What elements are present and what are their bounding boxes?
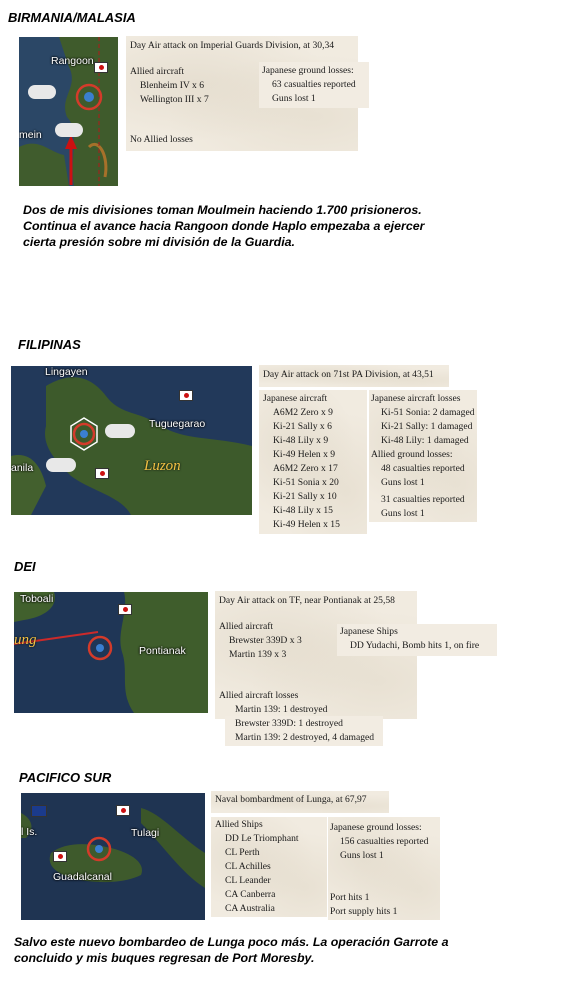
map-label-guadalcanal: Guadalcanal xyxy=(53,871,112,883)
losses-report-south-pacific xyxy=(328,817,440,920)
japanese-flag-icon xyxy=(116,805,130,816)
allied-ground-loss-item: 31 casualties reported xyxy=(381,494,465,505)
map-label-rangoon: Rangoon xyxy=(51,55,94,67)
allied-ship-item: CL Perth xyxy=(225,847,260,858)
jp-ground-loss-item: Guns lost 1 xyxy=(272,93,316,104)
allied-aircraft-header: Allied aircraft xyxy=(219,621,274,632)
section-header-philippines: FILIPINAS xyxy=(18,337,81,352)
japanese-flag-icon xyxy=(95,468,109,479)
jp-aircraft-item: Ki-51 Sonia x 20 xyxy=(273,477,339,488)
jp-ships-header: Japanese Ships xyxy=(340,626,398,637)
no-allied-losses: No Allied losses xyxy=(130,134,193,145)
allied-ground-loss-item: Guns lost 1 xyxy=(381,477,425,488)
jp-aircraft-item: Ki-49 Helen x 9 xyxy=(273,449,336,460)
allied-ship-item: CL Achilles xyxy=(225,861,271,872)
report-title: Day Air attack on 71st PA Division, at 43,51 xyxy=(263,369,434,380)
report-title: Day Air attack on TF, near Pontianak at 25,58 xyxy=(219,595,395,606)
jp-aircraft-loss-item: Ki-51 Sonia: 2 damaged xyxy=(381,407,475,418)
jp-aircraft-item: Ki-49 Helen x 15 xyxy=(273,519,340,530)
weather-rain-icon xyxy=(46,458,76,472)
jp-ground-loss-item: 63 casualties reported xyxy=(272,79,356,90)
jp-aircraft-item: Ki-48 Lily x 9 xyxy=(273,435,329,446)
allied-ground-loss-item: Guns lost 1 xyxy=(381,508,425,519)
map-label-lingayen: Lingayen xyxy=(45,366,88,378)
allied-ground-loss-item: 48 casualties reported xyxy=(381,463,465,474)
map-label-islands: l Is. xyxy=(21,826,38,838)
jp-ground-loss-item: Guns lost 1 xyxy=(340,850,384,861)
losses-report-philippines xyxy=(369,390,477,522)
allied-ground-losses-header: Allied ground losses: xyxy=(371,449,453,460)
map-label-bangka: ung xyxy=(14,632,37,648)
jp-ship-item: DD Yudachi, Bomb hits 1, on fire xyxy=(350,640,480,651)
map-dei xyxy=(14,592,208,713)
map-label-pontianak: Pontianak xyxy=(139,645,186,657)
jp-aircraft-item: Ki-48 Lily x 15 xyxy=(273,505,333,516)
allied-aircraft-item: Martin 139 x 3 xyxy=(229,649,287,660)
allied-aircraft-loss-item: Martin 139: 2 destroyed, 4 damaged xyxy=(235,732,375,743)
map-label-tulagi: Tulagi xyxy=(131,827,160,839)
jp-aircraft-losses-header: Japanese aircraft losses xyxy=(371,393,461,404)
japanese-flag-icon xyxy=(179,390,193,401)
allied-aircraft-item: Brewster 339D x 3 xyxy=(229,635,302,646)
jp-ground-loss-item: 156 casualties reported xyxy=(340,836,429,847)
comment-burma: Dos de mis divisiones toman Moulmein haciendo 1.700 prisioneros. Continua el avance hacia Rangoon donde Haplo empezaba a ejercer cierta presión sobre mi división de la Guardia. xyxy=(23,203,425,249)
allied-aircraft-loss-item: Martin 139: 1 destroyed xyxy=(235,704,328,715)
jp-ground-losses-header: Japanese ground losses: xyxy=(262,65,354,76)
weather-rain-icon xyxy=(55,123,83,137)
report-title: Naval bombardment of Lunga, at 67,97 xyxy=(215,794,367,805)
section-header-dei: DEI xyxy=(14,559,36,574)
map-label-manila: anila xyxy=(11,462,34,474)
combat-report-philippines xyxy=(259,390,367,534)
section-header-burma: BIRMANIA/MALASIA xyxy=(8,10,136,25)
allied-aircraft-item: Blenheim IV x 6 xyxy=(140,80,205,91)
jp-ground-losses-header: Japanese ground losses: xyxy=(330,822,422,833)
allied-ship-item: CA Canberra xyxy=(225,889,276,900)
map-label-luzon: Luzon xyxy=(144,458,181,474)
jp-aircraft-item: Ki-21 Sally x 6 xyxy=(273,421,332,432)
australian-flag-icon xyxy=(31,805,47,817)
allied-aircraft-item: Wellington III x 7 xyxy=(140,94,209,105)
map-label-toboali: Toboali xyxy=(20,593,54,605)
combat-report-south-pacific xyxy=(211,817,327,917)
comment-south-pacific: Salvo este nuevo bombardeo de Lunga poco más. La operación Garrote a concluido y mis buques regresan de Port Moresby. xyxy=(14,935,449,965)
allied-ship-item: CL Leander xyxy=(225,875,271,886)
jp-aircraft-loss-item: Ki-48 Lily: 1 damaged xyxy=(381,435,469,446)
report-title: Day Air attack on Imperial Guards Division, at 30,34 xyxy=(130,40,335,51)
allied-aircraft-header: Allied aircraft xyxy=(130,66,185,77)
port-hits: Port hits 1 xyxy=(330,892,370,903)
port-supply-hits: Port supply hits 1 xyxy=(330,906,398,917)
map-south-pacific xyxy=(21,793,205,920)
jp-aircraft-item: A6M2 Zero x 17 xyxy=(273,463,338,474)
jp-aircraft-loss-item: Ki-21 Sally: 1 damaged xyxy=(381,421,473,432)
section-header-south-pacific: PACIFICO SUR xyxy=(19,770,112,785)
allied-ship-item: CA Australia xyxy=(225,903,275,914)
map-burma xyxy=(19,37,118,186)
weather-rain-icon xyxy=(28,85,56,99)
japanese-flag-icon xyxy=(53,851,67,862)
allied-aircraft-losses-header: Allied aircraft losses xyxy=(219,690,299,701)
japanese-flag-icon xyxy=(118,604,132,615)
jp-aircraft-item: Ki-21 Sally x 10 xyxy=(273,491,337,502)
allied-ships-header: Allied Ships xyxy=(215,819,263,830)
jp-aircraft-header: Japanese aircraft xyxy=(263,393,328,404)
map-philippines xyxy=(11,366,252,515)
map-label-tuguegarao: Tuguegarao xyxy=(149,418,206,430)
jp-aircraft-item: A6M2 Zero x 9 xyxy=(273,407,333,418)
japanese-flag-icon xyxy=(94,62,108,73)
allied-ship-item: DD Le Triomphant xyxy=(225,833,299,844)
allied-aircraft-loss-item: Brewster 339D: 1 destroyed xyxy=(235,718,343,729)
map-label-moulmein: mein xyxy=(19,129,42,141)
weather-rain-icon xyxy=(105,424,135,438)
